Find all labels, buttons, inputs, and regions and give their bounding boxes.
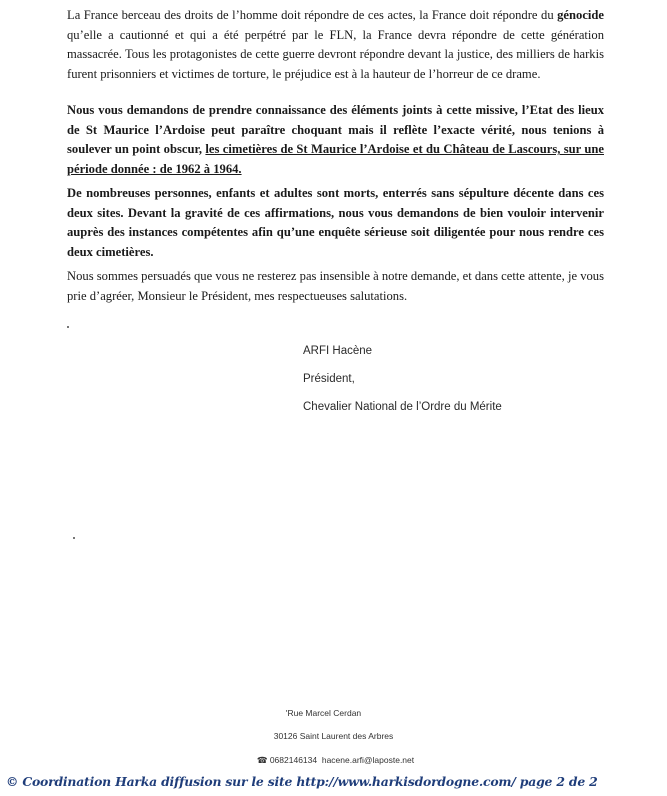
email-address: hacene.arfi@laposte.net (321, 755, 415, 765)
paragraph-1: La France berceau des droits de l’homme doit répondre de ces actes, la France doit répondre du génocide qu’elle a cautionné et qui a été perpétré par le FLN, la France devra répondre de cette génération massacrée. Tous les protagonistes de cette guerre devront répondre devant la justice, des milliers de harkis furent prisonniers et victimes de torture, le préjudice est à la hauteur de l’horreur de ce drame. (67, 8, 604, 81)
signatory-honor: Chevalier National de l’Ordre du Mérite (303, 401, 502, 413)
signatory-title: Président, (303, 373, 355, 385)
footer-credit (6, 774, 666, 789)
scan-speck (73, 537, 75, 539)
footer-text: diffusion sur le site http://www.harkisdordogne.com/ page 2 de 2 (161, 774, 598, 789)
genocide-emphasis: génocide (557, 8, 604, 22)
scan-speck (67, 326, 69, 328)
phone-number: 0682146134 (269, 755, 318, 765)
paragraph-2: Nous vous demandons de prendre connaissance des éléments joints à cette missive, l’Etat des lieux de St Maurice l’Ardoise peut paraître choquant mais il reflète l’exacte vérité, nous tenions à soulever un point obscur, les cimetières de St Maurice l’Ardoise et du Château de Lascours, sur une période donnée : de 1962 à 1964. (67, 103, 604, 176)
paragraph-4: Nous sommes persuadés que vous ne resterez pas insensible à notre demande, et dans cette attente, je vous prie d’agréer, Monsieur le Président, mes respectueuses salutations. (67, 269, 604, 303)
cemeteries-underlined: les cimetières de St Maurice l’Ardoise et du Château de Lascours, sur une période donnée : de 1962 à 1964. (67, 142, 604, 176)
address-contact (2, 755, 667, 766)
telephone-icon: ☎ (256, 755, 268, 765)
copyright-icon: © (6, 774, 19, 789)
signatory-name: ARFI Hacène (303, 345, 373, 357)
address-city: 30126 Saint Laurent des Arbres (273, 731, 394, 741)
address-street: 'Rue Marcel Cerdan (285, 708, 362, 718)
paragraph-3: De nombreuses personnes, enfants et adultes sont morts, enterrés sans sépulture décente dans ces deux sites. Devant la gravité de ces affirmations, nous vous demandons de bien vouloir intervenir auprès des instances compétentes afin qu’une enquête sérieuse soit diligentée pour nous rendre ces deux cimetières. (67, 186, 604, 259)
footer-org: Coordination Harka (22, 774, 157, 789)
